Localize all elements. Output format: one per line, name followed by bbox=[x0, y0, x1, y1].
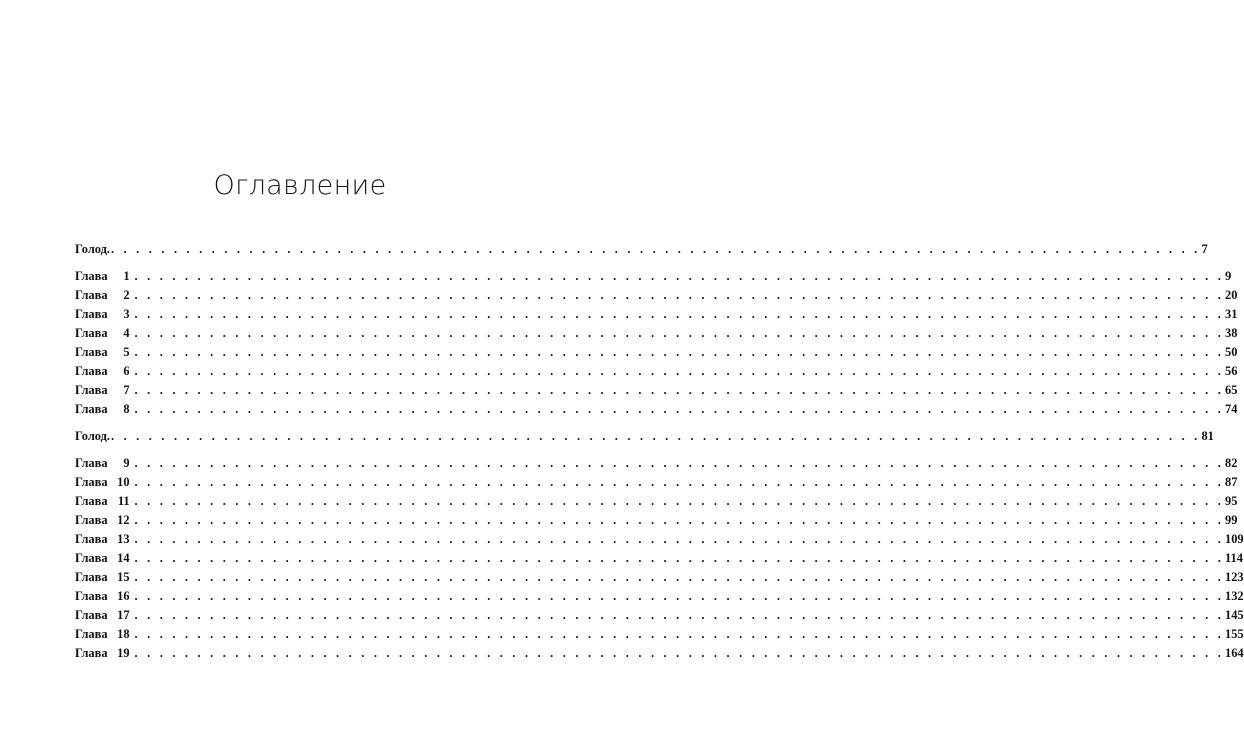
dot-leader: . . . . . . . . . . . . . . . . . . . . . . . . . . . . . . . . . . . . . . . . . . . . . . . . . . . . . . . . . . . . . . . . . . . . . . . . . . . . . . . . . . . . . . . bbox=[134, 570, 1225, 584]
dot-leader: . . . . . . . . . . . . . . . . . . . . . . . . . . . . . . . . . . . . . . . . . . . . . . . . . . . . . . . . . . . . . . . . . . . . . . . . . . . . . . . . . . . . . . . bbox=[134, 608, 1225, 622]
toc-entry-label: Глава bbox=[75, 589, 108, 603]
dot-leader: . . . . . . . . . . . . . . . . . . . . . . . . . . . . . . . . . . . . . . . . . . . . . . . . . . . . . . . . . . . . . . . . . . . . . . . . . . . . . . . . . . . . . . . bbox=[134, 551, 1225, 565]
dot-leader: . . . . . . . . . . . . . . . . . . . . . . . . . . . . . . . . . . . . . . . . . . . . . . . . . . . . . . . . . . . . . . . . . . . . . . . . . . . . . . . . . . . . . . . bbox=[110, 429, 1201, 443]
toc-entry-number: 11 bbox=[117, 494, 130, 508]
toc-entry-label: Глава bbox=[75, 608, 108, 622]
toc-entry-number: 6 bbox=[123, 364, 130, 378]
toc-entry-number: 4 bbox=[123, 326, 130, 340]
toc-entry bbox=[75, 455, 1238, 472]
toc-entry bbox=[75, 363, 1238, 380]
toc-entry bbox=[75, 626, 1244, 643]
toc-entry-page: 74 bbox=[1225, 402, 1238, 416]
dot-leader: . . . . . . . . . . . . . . . . . . . . . . . . . . . . . . . . . . . . . . . . . . . . . . . . . . . . . . . . . . . . . . . . . . . . . . . . . . . . . . . . . . . . . . . bbox=[134, 402, 1225, 416]
toc-entry-number: 13 bbox=[117, 532, 130, 546]
toc-entry-label: Глава bbox=[75, 326, 108, 340]
toc-entry-page: 132 bbox=[1225, 589, 1244, 603]
toc-entry-page: 109 bbox=[1225, 532, 1244, 546]
dot-leader: . . . . . . . . . . . . . . . . . . . . . . . . . . . . . . . . . . . . . . . . . . . . . . . . . . . . . . . . . . . . . . . . . . . . . . . . . . . . . . . . . . . . . . . bbox=[134, 364, 1225, 378]
toc-entry bbox=[75, 493, 1238, 510]
toc-entry bbox=[75, 512, 1238, 529]
dot-leader: . . . . . . . . . . . . . . . . . . . . . . . . . . . . . . . . . . . . . . . . . . . . . . . . . . . . . . . . . . . . . . . . . . . . . . . . . . . . . . . . . . . . . . . bbox=[134, 513, 1225, 527]
dot-leader: . . . . . . . . . . . . . . . . . . . . . . . . . . . . . . . . . . . . . . . . . . . . . . . . . . . . . . . . . . . . . . . . . . . . . . . . . . . . . . . . . . . . . . . bbox=[134, 532, 1225, 546]
toc-entry bbox=[75, 550, 1243, 567]
dot-leader: . . . . . . . . . . . . . . . . . . . . . . . . . . . . . . . . . . . . . . . . . . . . . . . . . . . . . . . . . . . . . . . . . . . . . . . . . . . . . . . . . . . . . . . bbox=[134, 494, 1225, 508]
toc-entry-number: 18 bbox=[117, 627, 130, 641]
toc-entry-number: 8 bbox=[123, 402, 130, 416]
dot-leader: . . . . . . . . . . . . . . . . . . . . . . . . . . . . . . . . . . . . . . . . . . . . . . . . . . . . . . . . . . . . . . . . . . . . . . . . . . . . . . . . . . . . . . . bbox=[134, 269, 1225, 283]
toc-entry-label: Глава bbox=[75, 456, 108, 470]
toc-entry bbox=[75, 306, 1238, 323]
dot-leader: . . . . . . . . . . . . . . . . . . . . . . . . . . . . . . . . . . . . . . . . . . . . . . . . . . . . . . . . . . . . . . . . . . . . . . . . . . . . . . . . . . . . . . . bbox=[134, 589, 1225, 603]
toc-entry-label: Глава bbox=[75, 513, 108, 527]
dot-leader: . . . . . . . . . . . . . . . . . . . . . . . . . . . . . . . . . . . . . . . . . . . . . . . . . . . . . . . . . . . . . . . . . . . . . . . . . . . . . . . . . . . . . . . bbox=[134, 456, 1225, 470]
dot-leader: . . . . . . . . . . . . . . . . . . . . . . . . . . . . . . . . . . . . . . . . . . . . . . . . . . . . . . . . . . . . . . . . . . . . . . . . . . . . . . . . . . . . . . . bbox=[134, 326, 1225, 340]
dot-leader: . . . . . . . . . . . . . . . . . . . . . . . . . . . . . . . . . . . . . . . . . . . . . . . . . . . . . . . . . . . . . . . . . . . . . . . . . . . . . . . . . . . . . . . bbox=[134, 307, 1225, 321]
toc-entry-number: 10 bbox=[117, 475, 130, 489]
toc-entry-label: Глава bbox=[75, 646, 108, 660]
toc-entry-page: 155 bbox=[1225, 627, 1244, 641]
toc-entry bbox=[75, 344, 1238, 361]
toc-entry-number: 19 bbox=[117, 646, 130, 660]
toc-entry bbox=[75, 241, 1208, 258]
toc-entry bbox=[75, 268, 1232, 285]
toc-entry-label: Глава bbox=[75, 288, 108, 302]
toc-entry-label: Глава bbox=[75, 570, 108, 584]
toc-entry-number: 17 bbox=[117, 608, 130, 622]
toc-entry bbox=[75, 474, 1238, 491]
toc-entry-label: Глава bbox=[75, 532, 108, 546]
toc-entry-label: Глава bbox=[75, 475, 108, 489]
toc-entry-number: 7 bbox=[123, 383, 130, 397]
dot-leader: . . . . . . . . . . . . . . . . . . . . . . . . . . . . . . . . . . . . . . . . . . . . . . . . . . . . . . . . . . . . . . . . . . . . . . . . . . . . . . . . . . . . . . . bbox=[134, 288, 1225, 302]
toc-entry bbox=[75, 645, 1244, 662]
toc-entry-page: 50 bbox=[1225, 345, 1238, 359]
toc-entry-label: Голод. bbox=[75, 429, 110, 443]
toc-entry-page: 114 bbox=[1225, 551, 1243, 565]
toc-entry bbox=[75, 607, 1244, 624]
toc-entry-page: 56 bbox=[1225, 364, 1238, 378]
toc-entry-number: 9 bbox=[123, 456, 130, 470]
toc-entry bbox=[75, 287, 1238, 304]
toc-entry-number: 2 bbox=[123, 288, 130, 302]
toc-entry bbox=[75, 569, 1244, 586]
toc-entry-page: 7 bbox=[1201, 242, 1208, 256]
toc-entry bbox=[75, 428, 1214, 445]
toc-entry bbox=[75, 588, 1244, 605]
toc-entry-number: 14 bbox=[117, 551, 130, 565]
toc-entry-label: Глава bbox=[75, 551, 108, 565]
toc-entry-label: Глава bbox=[75, 345, 108, 359]
toc-entry-page: 95 bbox=[1225, 494, 1238, 508]
toc-entry bbox=[75, 382, 1238, 399]
toc-entry bbox=[75, 325, 1238, 342]
toc-entry-page: 65 bbox=[1225, 383, 1238, 397]
toc-entry-number: 1 bbox=[123, 269, 130, 283]
dot-leader: . . . . . . . . . . . . . . . . . . . . . . . . . . . . . . . . . . . . . . . . . . . . . . . . . . . . . . . . . . . . . . . . . . . . . . . . . . . . . . . . . . . . . . . bbox=[134, 627, 1225, 641]
toc-entry-page: 82 bbox=[1225, 456, 1238, 470]
dot-leader: . . . . . . . . . . . . . . . . . . . . . . . . . . . . . . . . . . . . . . . . . . . . . . . . . . . . . . . . . . . . . . . . . . . . . . . . . . . . . . . . . . . . . . . bbox=[134, 646, 1225, 660]
dot-leader: . . . . . . . . . . . . . . . . . . . . . . . . . . . . . . . . . . . . . . . . . . . . . . . . . . . . . . . . . . . . . . . . . . . . . . . . . . . . . . . . . . . . . . . bbox=[134, 345, 1225, 359]
toc-entry-number: 5 bbox=[123, 345, 130, 359]
toc-entry-page: 31 bbox=[1225, 307, 1238, 321]
toc-entry-page: 20 bbox=[1225, 288, 1238, 302]
toc-entry-label: Глава bbox=[75, 627, 108, 641]
toc-entry-page: 9 bbox=[1225, 269, 1232, 283]
toc-entry-label: Глава bbox=[75, 402, 108, 416]
toc-entry-page: 99 bbox=[1225, 513, 1238, 527]
toc-entry-label: Голод. bbox=[75, 242, 110, 256]
toc-entry-label: Глава bbox=[75, 269, 108, 283]
toc-entry-page: 123 bbox=[1225, 570, 1244, 584]
toc-entry-label: Глава bbox=[75, 494, 108, 508]
toc-entry-label: Глава bbox=[75, 307, 108, 321]
dot-leader: . . . . . . . . . . . . . . . . . . . . . . . . . . . . . . . . . . . . . . . . . . . . . . . . . . . . . . . . . . . . . . . . . . . . . . . . . . . . . . . . . . . . . . . bbox=[134, 475, 1225, 489]
toc-entry-number: 3 bbox=[123, 307, 130, 321]
toc-entry-number: 15 bbox=[117, 570, 130, 584]
toc-entry-page: 145 bbox=[1225, 608, 1244, 622]
toc-entry-label: Глава bbox=[75, 364, 108, 378]
dot-leader: . . . . . . . . . . . . . . . . . . . . . . . . . . . . . . . . . . . . . . . . . . . . . . . . . . . . . . . . . . . . . . . . . . . . . . . . . . . . . . . . . . . . . . . bbox=[110, 242, 1201, 256]
toc-entry bbox=[75, 401, 1238, 418]
toc-entry-page: 87 bbox=[1225, 475, 1238, 489]
toc-entry-number: 12 bbox=[117, 513, 130, 527]
toc-entry-page: 164 bbox=[1225, 646, 1244, 660]
toc-entry bbox=[75, 531, 1244, 548]
toc-entry-page: 38 bbox=[1225, 326, 1238, 340]
page-title: Оглавление bbox=[213, 170, 387, 201]
toc-entry-page: 81 bbox=[1201, 429, 1214, 443]
toc-entry-label: Глава bbox=[75, 383, 108, 397]
dot-leader: . . . . . . . . . . . . . . . . . . . . . . . . . . . . . . . . . . . . . . . . . . . . . . . . . . . . . . . . . . . . . . . . . . . . . . . . . . . . . . . . . . . . . . . bbox=[134, 383, 1225, 397]
toc-entry-number: 16 bbox=[117, 589, 130, 603]
